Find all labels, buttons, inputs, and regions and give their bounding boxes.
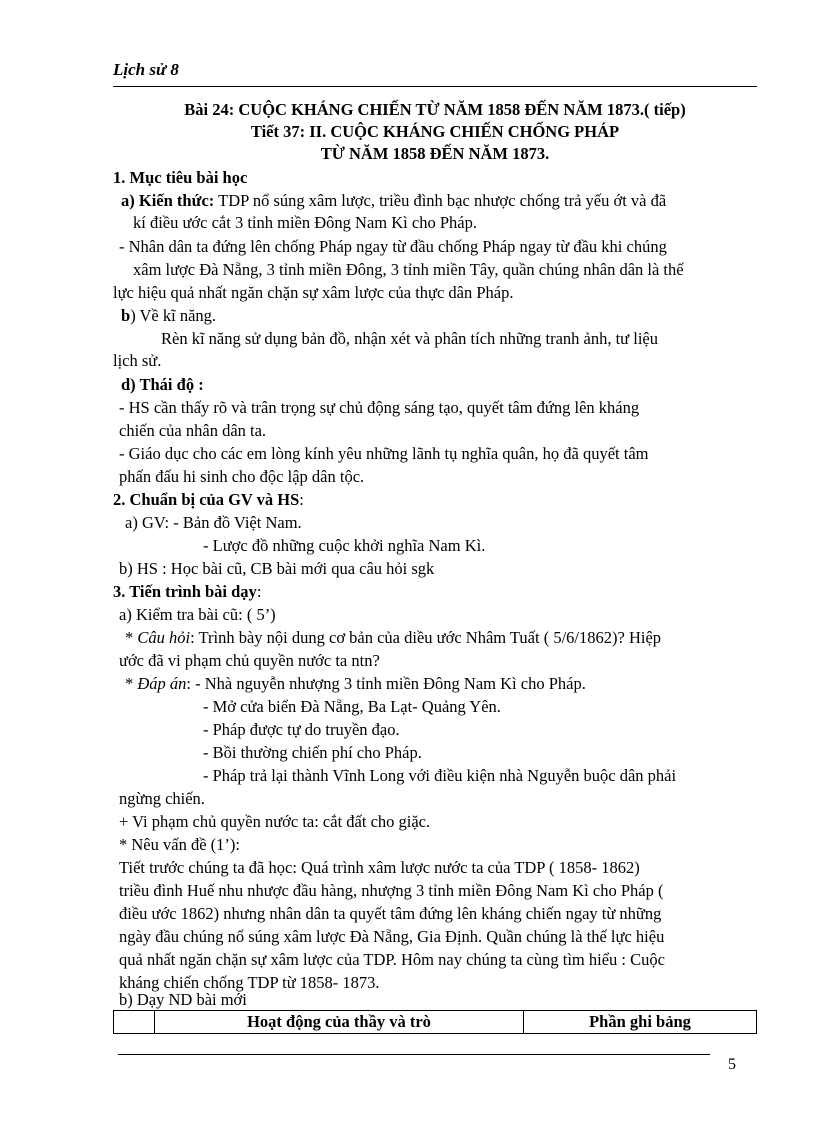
lesson-title-line3: TỪ NĂM 1858 ĐẾN NĂM 1873. (320, 144, 550, 163)
new-lesson-heading: b) Dạy ND bài mới (119, 990, 247, 1009)
skills-line-2: lịch sử. (113, 351, 162, 370)
intro-line-3: điều ước 1862) nhưng nhân dân ta quyết tâm đứng lên kháng chiến ngay từ những (119, 904, 662, 923)
old-lesson-check: a) Kiểm tra bài cũ: ( 5’) (119, 605, 276, 624)
section-2-heading (113, 489, 304, 511)
question-line (125, 627, 661, 649)
skills-text: ) Về kĩ năng. (130, 306, 217, 325)
question-text: : Trình bày nội dung cơ bản của diều ước Nhâm Tuất ( 5/6/1862)? Hiệp (190, 628, 662, 647)
answer-item-4: - Bồi thường chiến phí cho Pháp. (203, 743, 422, 762)
intro-line-6: kháng chiến chống TDP từ 1858- 1873. (119, 973, 380, 992)
page-header-subject: Lịch sử 8 (113, 60, 179, 79)
answer-text: : - Nhà nguyễn nhượng 3 tỉnh miền Đông Nam Kì cho Pháp. (186, 674, 586, 693)
answer-star: * (125, 674, 138, 693)
knowledge-cont: kí điều ước cắt 3 tỉnh miền Đông Nam Kì cho Pháp. (133, 213, 477, 232)
people-line-1: - Nhân dân ta đứng lên chống Pháp ngay từ đầu chống Pháp ngay từ đầu khi chúng (119, 237, 667, 256)
attitude-heading: d) Thái độ : (121, 375, 204, 394)
knowledge-text: TDP nổ súng xâm lược, triều đình bạc nhược chống trả yếu ớt và đã (214, 191, 667, 210)
activity-table-header (113, 1010, 757, 1034)
people-line-3: lực hiệu quả nhất ngăn chặn sự xâm lược của thực dân Pháp. (113, 283, 514, 302)
table-col-board-notes: Phần ghi bảng (589, 1012, 691, 1031)
attitude-line-4: phấn đấu hi sinh cho độc lập dân tộc. (119, 467, 365, 486)
issue-raise: * Nêu vấn đề (1’): (119, 835, 240, 854)
section-3-heading-text: 3. Tiến trình bài dạy (113, 582, 257, 601)
section-3-heading (113, 581, 261, 603)
answer-item-2: - Mở cửa biển Đà Nẵng, Ba Lạt- Quảng Yên. (203, 697, 501, 716)
page-number: 5 (728, 1056, 736, 1073)
knowledge-line (121, 190, 666, 212)
section-2-heading-text: 2. Chuẩn bị của GV và HS (113, 490, 300, 509)
section-2-colon: : (299, 490, 304, 509)
sovereignty-violation: + Vi phạm chủ quyền nước ta: cắt đất cho giặc. (119, 812, 431, 831)
answer-label: Đáp án (137, 674, 187, 693)
question-star: * (125, 628, 138, 647)
section-3-colon: : (256, 582, 262, 601)
people-line-2: xâm lược Đà Nẵng, 3 tỉnh miền Đông, 3 tỉnh miền Tây, quần chúng nhân dân là thế (133, 260, 684, 279)
attitude-line-2: chiến của nhân dân ta. (119, 421, 267, 440)
section-1-heading: 1. Mục tiêu bài học (113, 168, 248, 187)
answer-item-5: - Pháp trả lại thành Vĩnh Long với điều kiện nhà Nguyễn buộc dân phải (203, 766, 677, 785)
table-col-index (114, 1011, 155, 1033)
intro-line-5: quả nhất ngăn chặn sự xâm lược của TDP. Hôm nay chúng ta cùng tìm hiểu : Cuộc (119, 950, 665, 969)
intro-line-1: Tiết trước chúng ta đã học: Quá trình xâm lược nước ta của TDP ( 1858- 1862) (119, 858, 640, 877)
attitude-line-1: - HS cần thấy rõ và trân trọng sự chủ động sáng tạo, quyết tâm đứng lên kháng (119, 398, 640, 417)
skills-heading (121, 305, 216, 327)
answer-line (125, 673, 586, 695)
lesson-title-line2: Tiết 37: II. CUỘC KHÁNG CHIẾN CHỐNG PHÁP (250, 122, 620, 141)
skills-line-1: Rèn kĩ năng sử dụng bản đồ, nhận xét và phân tích những tranh ảnh, tư liệu (161, 329, 658, 348)
answer-item-5-cont: ngừng chiến. (119, 789, 205, 808)
intro-line-4: ngày đầu chúng nổ súng xâm lược Đà Nẵng, Gia Định. Quần chúng là thế lực hiệu (119, 927, 665, 946)
question-label: Câu hỏi (137, 628, 191, 647)
footer-rule (118, 1054, 710, 1055)
student-prep: b) HS : Học bài cũ, CB bài mới qua câu hỏi sgk (119, 559, 435, 578)
teacher-prep-line-1: a) GV: - Bản đồ Việt Nam. (125, 513, 302, 532)
teacher-prep-line-2: - Lược đồ những cuộc khởi nghĩa Nam Kì. (203, 536, 486, 555)
intro-line-2: triều đình Huế nhu nhược đầu hàng, nhượng 3 tỉnh miền Đông Nam Kì cho Pháp ( (119, 881, 664, 900)
skills-label: b (121, 306, 131, 325)
lesson-title-line1: Bài 24: CUỘC KHÁNG CHIẾN TỪ NĂM 1858 ĐẾN NĂM 1873.( tiếp) (184, 100, 686, 119)
knowledge-label: a) Kiến thức: (121, 191, 215, 210)
attitude-line-3: - Giáo dục cho các em lòng kính yêu những lãnh tụ nghĩa quân, họ đã quyết tâm (119, 444, 649, 463)
table-col-activities: Hoạt động của thầy và trò (155, 1011, 524, 1033)
header-rule (113, 86, 757, 87)
question-cont: ước đã vi phạm chủ quyền nước ta ntn? (119, 651, 380, 670)
answer-item-3: - Pháp được tự do truyền đạo. (203, 720, 400, 739)
